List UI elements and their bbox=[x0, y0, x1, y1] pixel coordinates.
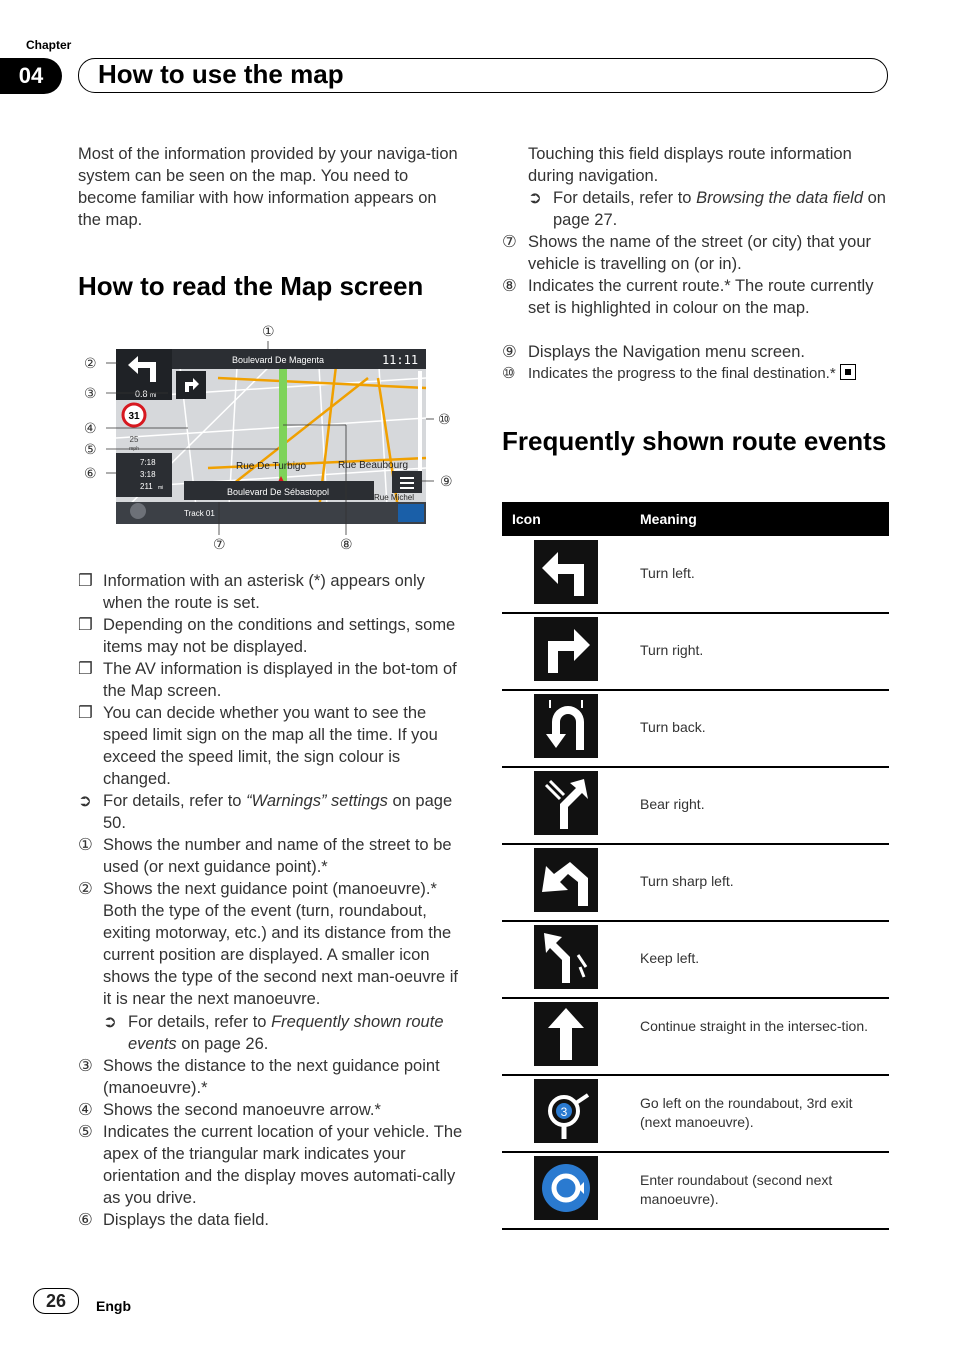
note-2: ❒ Depending on the conditions and settings, some items may not be displayed. bbox=[78, 616, 456, 656]
callout-3: ③ bbox=[84, 386, 97, 402]
table-row: Continue straight in the intersec-tion. bbox=[502, 998, 889, 1076]
page-number: 26 bbox=[33, 1288, 79, 1314]
data-field-2: 3:18 bbox=[140, 470, 156, 479]
map-time: 11:11 bbox=[381, 353, 419, 367]
callout-2: ② bbox=[84, 356, 97, 372]
item-2: ② Shows the next guidance point (manoeuvre).* Both the type of the event (turn, roundabout, exiting motorway, etc.) and its distance from the current position are displayed. A smaller icon shows the type of the second next man-oeuvre if it is near the next manoeuvre. bbox=[78, 880, 458, 1008]
chapter-number: 04 bbox=[0, 58, 62, 94]
map-distance: 0.8 bbox=[135, 389, 148, 399]
table-row: Bear right. bbox=[502, 767, 889, 845]
table-header bbox=[502, 502, 889, 536]
item-7: ⑦ Shows the name of the street (or city) that your vehicle is travelling on (or in). bbox=[502, 233, 871, 273]
table-row: Turn sharp left. bbox=[502, 844, 889, 922]
current-speed-unit: mph bbox=[129, 446, 139, 452]
roundabout-exit-3-icon bbox=[534, 1079, 598, 1143]
language-code: Engb bbox=[96, 1298, 131, 1314]
item-1: ① Shows the number and name of the street to be used (or next guidance point).* bbox=[78, 836, 452, 876]
table-row: Turn back. bbox=[502, 690, 889, 768]
map-distance-unit: mi bbox=[150, 393, 157, 399]
item-3: ③ Shows the distance to the next guidance point (manoeuvre).* bbox=[78, 1057, 440, 1097]
ref-events: ➲ For details, refer to Frequently shown route events on page 26. bbox=[103, 1013, 444, 1053]
data-field-note: Touching this field displays route information during navigation. bbox=[528, 145, 852, 185]
callout-7: ⑦ bbox=[213, 537, 226, 553]
intro-paragraph: Most of the information provided by your naviga-tion system can be seen on the map. You need to become familiar with how information appears on the map. bbox=[78, 145, 458, 229]
turn-right-icon bbox=[534, 617, 598, 681]
speed-limit: 31 bbox=[128, 411, 140, 422]
item-10: ⑩ Indicates the progress to the final destination.* bbox=[502, 363, 890, 385]
table-row: 3 Go left on the roundabout, 3rd exit (next manoeuvre). bbox=[502, 1075, 889, 1153]
data-field-unit: mi bbox=[158, 485, 164, 491]
turn-back-icon bbox=[534, 694, 598, 758]
table-row: Turn right. bbox=[502, 613, 889, 691]
enter-roundabout-icon bbox=[534, 1156, 598, 1220]
road-label-turbigo: Rue De Turbigo bbox=[236, 461, 307, 472]
callout-10: ⑩ bbox=[438, 412, 451, 428]
chapter-label: Chapter bbox=[26, 38, 72, 52]
turn-sharp-left-icon bbox=[534, 848, 598, 912]
table-row: Keep left. bbox=[502, 921, 889, 999]
item-4: ④ Shows the second manoeuvre arrow.* bbox=[78, 1101, 381, 1119]
callout-9: ⑨ bbox=[440, 474, 453, 490]
bear-right-icon bbox=[534, 771, 598, 835]
turn-left-icon bbox=[534, 540, 598, 604]
end-square-icon bbox=[840, 364, 856, 380]
table-row: Turn left. bbox=[502, 536, 889, 614]
callout-5: ⑤ bbox=[84, 442, 97, 458]
callout-4: ④ bbox=[84, 421, 97, 437]
section-title-route-events: Frequently shown route events bbox=[502, 426, 887, 456]
data-field-3: 211 bbox=[140, 482, 153, 491]
item-5: ⑤ Indicates the current location of your vehicle. The apex of the triangular mark indicates your orientation and the display moves automati-cally as you drive. bbox=[78, 1123, 463, 1207]
section-title-map-screen: How to read the Map screen bbox=[78, 271, 424, 301]
note-1: ❒ Information with an asterisk (*) appears only when the route is set. bbox=[78, 572, 425, 612]
road-label-beaubourg: Rue Beaubourg bbox=[338, 460, 409, 471]
current-street: Boulevard De Sébastopol bbox=[226, 487, 330, 497]
map-street-name: Boulevard De Magenta bbox=[231, 355, 325, 365]
map-figure bbox=[78, 318, 468, 558]
table-row: Enter roundabout (second next manoeuvre). bbox=[502, 1152, 889, 1230]
note-4: ❒ You can decide whether you want to see the speed limit sign on the map all the time. If you exceed the speed limit, the sign colour is changed. bbox=[78, 704, 438, 788]
header-meaning: Meaning bbox=[640, 511, 697, 527]
data-field-1: 7:18 bbox=[140, 458, 156, 467]
road-label-michel: Rue Michel bbox=[374, 493, 415, 502]
item-8: ⑧ Indicates the current route.* The route currently set is highlighted in colour on the map. bbox=[502, 277, 874, 317]
callout-1: ① bbox=[262, 324, 275, 340]
ref-warnings: ➲ For details, refer to “Warnings” settings on page 50. bbox=[78, 792, 453, 832]
callout-8: ⑧ bbox=[340, 537, 353, 553]
item-9: ⑨ Displays the Navigation menu screen. bbox=[502, 343, 805, 361]
item-6: ⑥ Displays the data field. bbox=[78, 1211, 270, 1229]
chapter-title: How to use the map bbox=[98, 59, 344, 89]
straight-arrow-icon bbox=[534, 1002, 598, 1066]
note-3: ❒ The AV information is displayed in the bot-tom of the Map screen. bbox=[78, 660, 457, 700]
callout-6: ⑥ bbox=[84, 466, 97, 482]
av-info: Track 01 bbox=[184, 509, 215, 518]
svg-text:3: 3 bbox=[560, 1105, 568, 1119]
keep-left-icon bbox=[534, 925, 598, 989]
current-speed: 25 bbox=[129, 435, 139, 444]
header-icon: Icon bbox=[512, 511, 541, 527]
ref-browsing: ➲ For details, refer to Browsing the data field on page 27. bbox=[528, 189, 886, 229]
